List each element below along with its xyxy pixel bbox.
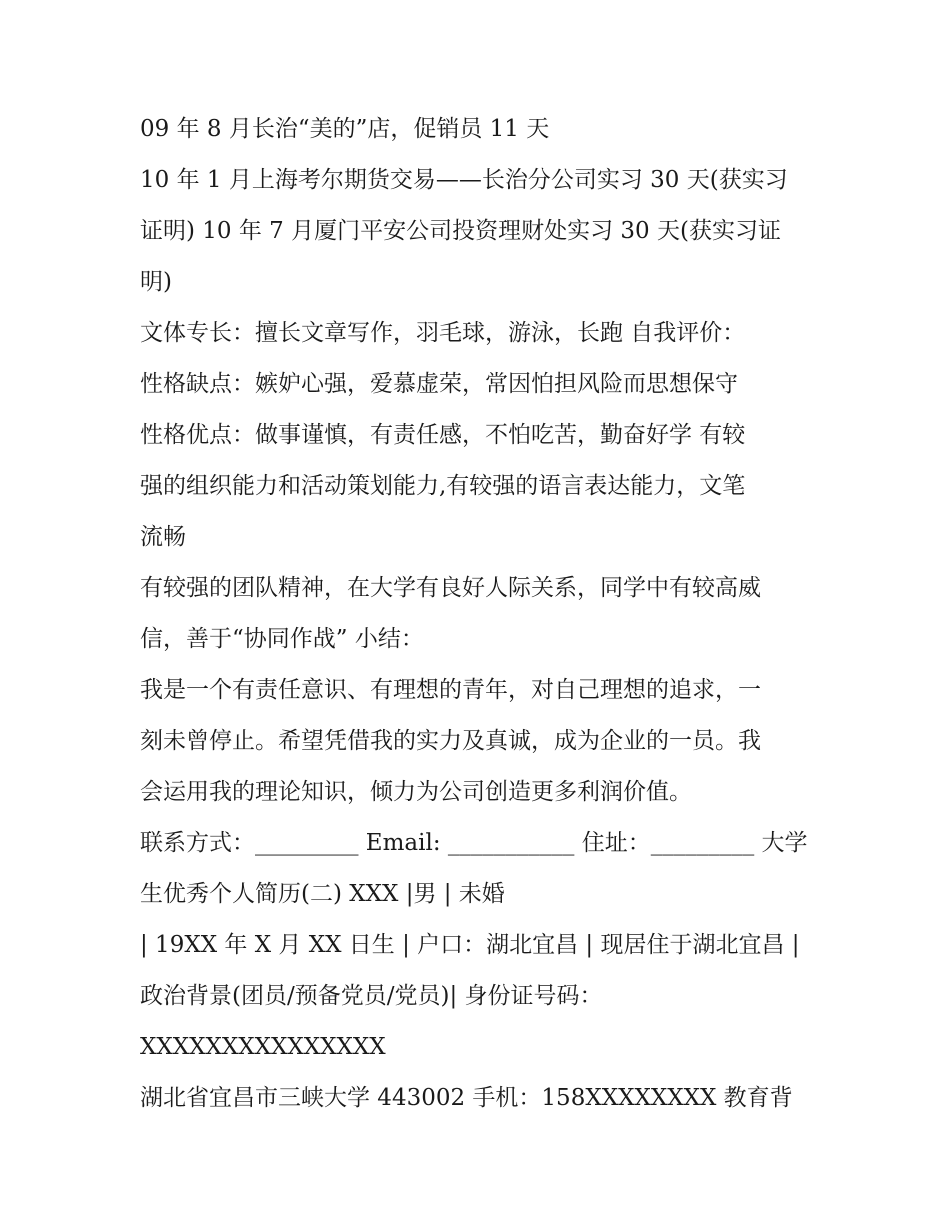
text-line: 证明) 10 年 7 月厦门平安公司投资理财处实习 30 天(获实习证 <box>140 218 781 244</box>
text-line: 生优秀个人简历(二) XXX |男 | 未婚 <box>140 881 505 907</box>
text-line: 湖北省宜昌市三峡大学 443002 手机：158XXXXXXXX 教育背 <box>140 1085 793 1111</box>
text-line: 性格优点：做事谨慎，有责任感，不怕吃苦，勤奋好学 有较 <box>140 422 746 448</box>
text-line: 会运用我的理论知识，倾力为公司创造更多利润价值。 <box>140 779 692 805</box>
text-line: 政治背景(团员/预备党员/党员)| 身份证号码： <box>140 983 603 1009</box>
text-line: 明) <box>140 269 172 295</box>
text-line: 信，善于“协同作战” 小结： <box>140 626 424 652</box>
text-line: 联系方式：_________ Email: ___________ 住址：_________ 大学 <box>140 830 808 856</box>
text-line: 流畅 <box>140 524 186 550</box>
text-line: 性格缺点：嫉妒心强，爱慕虚荣，常因怕担风险而思想保守 <box>140 371 738 397</box>
text-line: XXXXXXXXXXXXXXX <box>140 1034 386 1060</box>
text-line: 我是一个有责任意识、有理想的青年，对自己理想的追求，一 <box>140 677 761 703</box>
text-line: 09 年 8 月长治“美的”店，促销员 11 天 <box>140 116 550 142</box>
text-line: 强的组织能力和活动策划能力,有较强的语言表达能力，文笔 <box>140 473 746 499</box>
text-line: 文体专长：擅长文章写作，羽毛球，游泳，长跑 自我评价： <box>140 320 746 346</box>
text-line: 10 年 1 月上海考尔期货交易——长治分公司实习 30 天(获实习 <box>140 167 788 193</box>
text-line: 刻未曾停止。希望凭借我的实力及真诚，成为企业的一员。我 <box>140 728 761 754</box>
text-line: 有较强的团队精神，在大学有良好人际关系，同学中有较高威 <box>140 575 761 601</box>
body-text <box>140 104 830 1124</box>
text-line: | 19XX 年 X 月 XX 日生 | 户口：湖北宜昌 | 现居住于湖北宜昌 | <box>140 932 800 958</box>
